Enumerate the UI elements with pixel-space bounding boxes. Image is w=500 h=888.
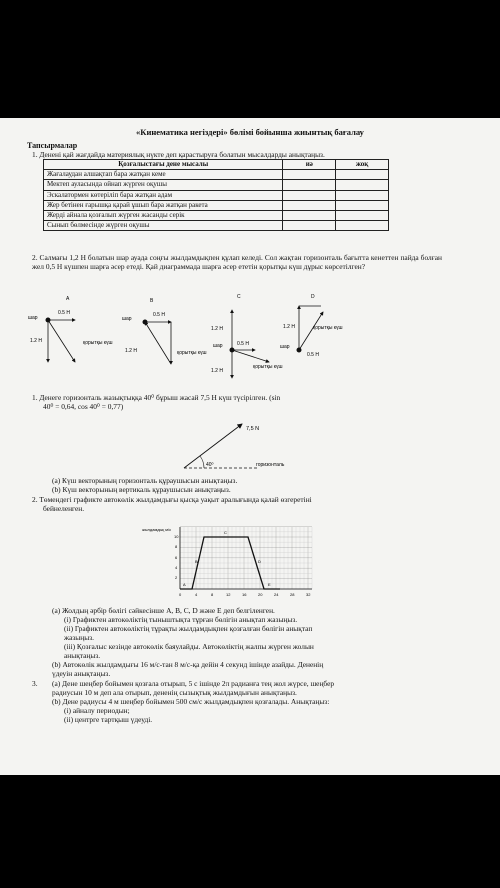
q5-a-2: радиусын 10 м деп ала отырып, дененің сызықтық жылдамдығын анықтаңыз. [52, 688, 297, 697]
diagram-b-letter: B [150, 298, 154, 304]
svg-text:C: C [224, 530, 227, 535]
q4-a-intro: (a) Жолдың әрбір бөлігі сәйкесінше A, B, C, D және E деп белгіленген. [52, 606, 275, 615]
svg-text:қорытқы күш: қорытқы күш [253, 364, 283, 370]
graph-ylabel: жылдамдық м/с [142, 527, 172, 532]
tasks-heading: Тапсырмалар [27, 141, 78, 150]
force-label: 7,5 N [246, 426, 260, 432]
q4-b-1: (b) Автокөлік жылдамдығы 16 м/с-тан 8 м/с-қа дейін 4 секунд ішінде азайды. Дененің [52, 660, 324, 669]
svg-text:8: 8 [175, 544, 178, 549]
diagram-d [280, 294, 343, 358]
svg-text:1.2 Н: 1.2 Н [125, 348, 137, 354]
angle-label: 40⁰ [206, 462, 214, 468]
svg-text:4: 4 [175, 565, 178, 570]
svg-text:E: E [268, 582, 271, 587]
svg-text:8: 8 [211, 592, 214, 597]
q4-speed-time-graph [140, 521, 320, 601]
worksheet-page [0, 118, 500, 775]
q3-force-diagram [170, 416, 330, 474]
q4-text-1: 2. Төмендегі графикте автокөлік жылдамдығы қысқа уақыт аралығында қалай өзгеретіні [32, 495, 312, 504]
q1-col-no: жоқ [336, 160, 389, 170]
q5-b-i: (i) айналу периодын; [64, 706, 130, 715]
svg-text:16: 16 [242, 592, 247, 597]
q1-table [43, 159, 389, 231]
svg-text:20: 20 [258, 592, 263, 597]
svg-text:32: 32 [306, 592, 311, 597]
answer-cell[interactable] [283, 210, 336, 220]
q4-a-iii-1: (iii) Қозғалыс кезінде автокөлік баяулайды. Автокөліктің жалпы жүрген жолын [64, 642, 314, 651]
svg-text:1.2 Н: 1.2 Н [211, 326, 223, 332]
answer-cell[interactable] [336, 170, 389, 180]
answer-cell[interactable] [336, 210, 389, 220]
q4-a-iii-2: анықтаңыз. [64, 651, 101, 660]
page-title: «Кинематика негіздері» бөлімі бойынша жиынтық бағалау [136, 127, 364, 137]
q3-b: (b) Күш векторының вертикаль құраушысын анықтаңыз. [52, 485, 231, 494]
svg-text:шар: шар [280, 344, 290, 350]
answer-cell[interactable] [336, 221, 389, 231]
q3-a: (a) Күш векторының горизонталь құраушысын анықтаңыз. [52, 476, 238, 485]
answer-cell[interactable] [336, 190, 389, 200]
q4-a-ii-2: жазыңыз. [64, 633, 94, 642]
svg-text:қорытқы күш: қорытқы күш [83, 340, 113, 346]
svg-text:0: 0 [179, 592, 182, 597]
svg-text:қорытқы күш: қорытқы күш [313, 325, 343, 331]
q4-a-ii-1: (ii) Графиктен автокөліктің тұрақты жылдамдықпен қозғалған бөлігін анықтап [64, 624, 313, 633]
answer-cell[interactable] [283, 170, 336, 180]
q5-b: (b) Дене радиусы 4 м шеңбер бойымен 500 см/с жылдамдықпен қозғалады. Анықтаңыз: [52, 697, 330, 706]
answer-cell[interactable] [283, 200, 336, 210]
table-row: Сынып бөлмесінде жүрген оқушы [44, 221, 389, 231]
q5-b-ii: (ii) центрге тартқыш үдеуді. [64, 715, 153, 724]
q4-a-i: (i) Графиктен автокөліктің тыныштықта тұрған бөлігін анықтап жазыңыз. [64, 615, 298, 624]
q2-text: 2. Салмағы 1,2 Н болатын шар ауада соңғы жылдамдықпен құлап келеді. Сол жақтан горизонталь бағытта кенеттен пайда болған жел 0,5 Н күшпен шарға әсер етеді. Қай диаграммада шарға әсер ететін қорытқы күш дұрыс көрсетілген? [32, 253, 442, 272]
svg-text:B: B [195, 559, 198, 564]
svg-text:A: A [183, 582, 186, 587]
table-row: Жағалаудан алшақтап бара жатқан кеме [44, 170, 389, 180]
diagram-b [122, 298, 207, 364]
table-row: Жер бетінен ғарышқа қарай ұшып бара жатқан ракета [44, 200, 389, 210]
diagram-c-letter: C [237, 294, 241, 300]
q4-text-2: бейнеленген. [43, 504, 85, 513]
table-row: Мектеп ауласында ойнап жүрген оқушы [44, 180, 389, 190]
svg-text:шар: шар [122, 316, 132, 322]
svg-text:қорытқы күш: қорытқы күш [177, 350, 207, 356]
answer-cell[interactable] [283, 221, 336, 231]
svg-text:24: 24 [274, 592, 279, 597]
q2-force-diagrams [25, 292, 343, 387]
diagram-a-letter: A [66, 296, 70, 302]
q3-text-2: 40⁰ = 0,64, cos 40⁰ = 0,77) [43, 402, 124, 411]
svg-text:10: 10 [174, 534, 179, 539]
svg-text:1.2 Н: 1.2 Н [283, 324, 295, 330]
svg-text:0.5 Н: 0.5 Н [153, 312, 165, 318]
diagram-c [211, 294, 283, 378]
svg-text:12: 12 [226, 592, 231, 597]
svg-text:1.2 Н: 1.2 Н [30, 338, 42, 344]
svg-text:4: 4 [195, 592, 198, 597]
svg-text:шар: шар [213, 343, 223, 349]
svg-text:шар: шар [28, 315, 38, 321]
q1-col-yes: иә [283, 160, 336, 170]
answer-cell[interactable] [336, 180, 389, 190]
q4-b-2: үдеуін анықтаңыз. [52, 669, 111, 678]
horizontal-label: горизонталь [256, 462, 285, 468]
q3-text-1: 1. Денеге горизонталь жазықтыққа 40⁰ бұрыш жасай 7,5 Н күш түсірілген. (sin [32, 393, 281, 402]
answer-cell[interactable] [283, 190, 336, 200]
svg-text:28: 28 [290, 592, 295, 597]
svg-text:0.5 Н: 0.5 Н [58, 310, 70, 316]
svg-text:0.5 Н: 0.5 Н [237, 341, 249, 347]
q5-a-1: (a) Дене шеңбер бойымен қозғала отырып, 5 с ішінде 2π радианға тең жол жүрсе, шеңбер [52, 679, 335, 688]
q1-col-example: Қозғалыстағы дене мысалы [44, 160, 283, 170]
svg-text:0.5 Н: 0.5 Н [307, 352, 319, 358]
table-row: Жерді айнала қозғалып жүрген жасанды серік [44, 210, 389, 220]
answer-cell[interactable] [283, 180, 336, 190]
answer-cell[interactable] [336, 200, 389, 210]
q1-text: 1. Денені қай жағдайда материялық нүкте деп қарастыруға болатын мысалдарды анықтаңыз. [32, 150, 325, 159]
svg-text:1.2 Н: 1.2 Н [211, 368, 223, 374]
svg-text:2: 2 [175, 575, 178, 580]
svg-text:D: D [258, 559, 261, 564]
q5-num: 3. [32, 679, 38, 688]
diagram-a [28, 296, 113, 362]
table-row: Эскалатормен көтеріліп бара жатқан адам [44, 190, 389, 200]
svg-text:6: 6 [175, 555, 178, 560]
diagram-d-letter: D [311, 294, 315, 300]
